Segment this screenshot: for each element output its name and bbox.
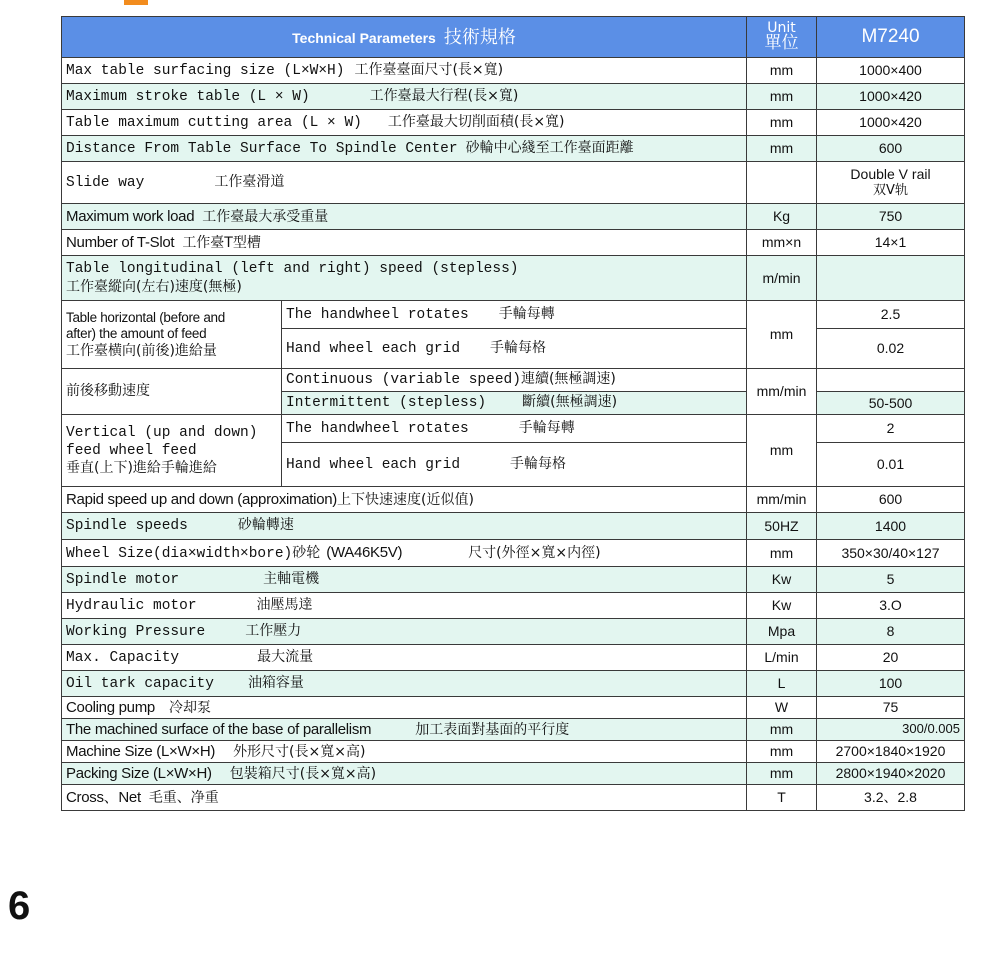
table-row — [62, 256, 965, 301]
table-header-row — [62, 17, 965, 58]
slide-way-value-zh: 双V轨 — [873, 183, 908, 199]
row-label: 前後移動速度 — [62, 369, 282, 415]
row-unit: mm — [747, 110, 817, 136]
table-row — [62, 415, 965, 443]
row-value: 0.01 — [817, 443, 965, 487]
table-row — [62, 487, 965, 513]
table-row — [62, 593, 965, 619]
row-unit: mm — [747, 540, 817, 567]
row-value: 1000×420 — [817, 84, 965, 110]
table-row — [62, 619, 965, 645]
row-value: 600 — [817, 487, 965, 513]
row-value: 1400 — [817, 513, 965, 540]
row-value: 50-500 — [817, 392, 965, 415]
row-value: 14×1 — [817, 230, 965, 256]
row-sublabel: Hand wheel each grid 手輪每格 — [282, 443, 747, 487]
row-unit: T — [747, 785, 817, 811]
table-row — [62, 204, 965, 230]
table-row — [62, 540, 965, 567]
table-row — [62, 58, 965, 84]
row-unit: mm — [747, 763, 817, 785]
row-label: Cross、Net 毛重、净重 — [62, 785, 747, 811]
row-unit: mm — [747, 84, 817, 110]
table-row — [62, 719, 965, 741]
row-value: 20 — [817, 645, 965, 671]
table-row — [62, 697, 965, 719]
row-unit: Mpa — [747, 619, 817, 645]
row-unit: mm — [747, 719, 817, 741]
row-label: Cooling pump 冷却泵 — [62, 697, 747, 719]
row-unit: mm — [747, 301, 817, 369]
page-number: 6 — [8, 884, 31, 928]
row-value — [817, 256, 965, 301]
row-value: 300/0.005 — [817, 719, 965, 741]
table-row — [62, 567, 965, 593]
row-label: Hydraulic motor 油壓馬達 — [62, 593, 747, 619]
table-row — [62, 741, 965, 763]
row-unit: mm/min — [747, 369, 817, 415]
table-row — [62, 645, 965, 671]
row-value: 1000×420 — [817, 110, 965, 136]
row-label: Working Pressure 工作壓力 — [62, 619, 747, 645]
row-label: Spindle speeds 砂輪轉速 — [62, 513, 747, 540]
row-value: 75 — [817, 697, 965, 719]
row-label: Table maximum cutting area (L × W) 工作臺最大切削面積(長×寬) — [62, 110, 747, 136]
row-unit: L/min — [747, 645, 817, 671]
row-label: Vertical (up and down) feed wheel feed 垂直(上下)進給手輪進給 — [62, 415, 282, 487]
orange-header-mark — [124, 0, 148, 5]
row-sublabel: The handwheel rotates 手輪每轉 — [282, 301, 747, 329]
table-row — [62, 162, 965, 204]
table-row — [62, 671, 965, 697]
row-sublabel: The handwheel rotates 手輪每轉 — [282, 415, 747, 443]
table-row — [62, 369, 965, 392]
row-label: Maximum work load 工作臺最大承受重量 — [62, 204, 747, 230]
row-value — [817, 162, 965, 204]
row-value: 100 — [817, 671, 965, 697]
table-row — [62, 84, 965, 110]
row-unit — [747, 162, 817, 204]
header-unit-zh: 單位 — [764, 33, 799, 54]
slide-way-value-en: Double V rail — [850, 165, 931, 182]
table-row — [62, 785, 965, 811]
table-row — [62, 513, 965, 540]
row-unit: Kg — [747, 204, 817, 230]
row-label: The machined surface of the base of parallelism 加工表面對基面的平行度 — [62, 719, 747, 741]
row-value: 3.2、2.8 — [817, 785, 965, 811]
row-sublabel: Hand wheel each grid 手輪每格 — [282, 329, 747, 369]
row-value: 2800×1940×2020 — [817, 763, 965, 785]
table-row — [62, 763, 965, 785]
row-value: 3.O — [817, 593, 965, 619]
header-params-en: Technical Parameters — [292, 29, 436, 46]
row-label: Maximum stroke table (L × W) 工作臺最大行程(長×寬) — [62, 84, 747, 110]
table-row — [62, 110, 965, 136]
table-row — [62, 136, 965, 162]
row-unit: mm — [747, 415, 817, 487]
row-label: Spindle motor 主軸電機 — [62, 567, 747, 593]
row-label: Distance From Table Surface To Spindle Center 砂輪中心綫至工作臺面距離 — [62, 136, 747, 162]
row-value — [817, 369, 965, 392]
row-value: 5 — [817, 567, 965, 593]
row-sublabel: Continuous (variable speed)連續(無極調速) — [282, 369, 747, 392]
row-label: Oil tark capacity 油箱容量 — [62, 671, 747, 697]
row-label: Packing Size (L×W×H) 包裝箱尺寸(長×寬×高) — [62, 763, 747, 785]
technical-parameters-table — [61, 16, 965, 811]
header-parameters — [62, 17, 747, 58]
header-unit-en: Unit — [767, 19, 796, 36]
row-value: 2 — [817, 415, 965, 443]
row-label: Machine Size (L×W×H) 外形尺寸(長×寬×高) — [62, 741, 747, 763]
row-unit: mm/min — [747, 487, 817, 513]
row-label: Number of T-Slot 工作臺T型槽 — [62, 230, 747, 256]
row-value: 1000×400 — [817, 58, 965, 84]
row-label: Max. Capacity 最大流量 — [62, 645, 747, 671]
row-unit: mm — [747, 136, 817, 162]
row-label: Rapid speed up and down (approximation)上下快速速度(近似值) — [62, 487, 747, 513]
row-unit: W — [747, 697, 817, 719]
row-value: 2700×1840×1920 — [817, 741, 965, 763]
row-value: 750 — [817, 204, 965, 230]
row-label: Table longitudinal (left and right) speed (stepless) 工作臺縱向(左右)速度(無極) — [62, 256, 747, 301]
row-unit: Kw — [747, 567, 817, 593]
header-params-zh: 技術規格 — [443, 26, 516, 47]
row-unit: mm×n — [747, 230, 817, 256]
row-unit: L — [747, 671, 817, 697]
row-sublabel: Intermittent (stepless) 斷續(無極調速) — [282, 392, 747, 415]
row-value: 0.02 — [817, 329, 965, 369]
row-value: 600 — [817, 136, 965, 162]
row-label: Max table surfacing size (L×W×H) 工作臺臺面尺寸(長×寬) — [62, 58, 747, 84]
row-value: 350×30/40×127 — [817, 540, 965, 567]
table-row — [62, 301, 965, 329]
row-label: Table horizontal (before and after) the amount of feed 工作臺横向(前後)進給量 — [62, 301, 282, 369]
row-unit: m/min — [747, 256, 817, 301]
row-unit: 50HZ — [747, 513, 817, 540]
row-value: 8 — [817, 619, 965, 645]
row-unit: mm — [747, 58, 817, 84]
row-unit: Kw — [747, 593, 817, 619]
header-unit — [747, 17, 817, 58]
row-value: 2.5 — [817, 301, 965, 329]
table-row — [62, 230, 965, 256]
row-label: Wheel Size(dia×width×bore)砂轮 (WA46K5V) 尺寸(外徑×寬×内徑) — [62, 540, 747, 567]
row-label: Slide way 工作臺滑道 — [62, 162, 747, 204]
row-unit: mm — [747, 741, 817, 763]
header-model: M7240 — [817, 17, 965, 58]
